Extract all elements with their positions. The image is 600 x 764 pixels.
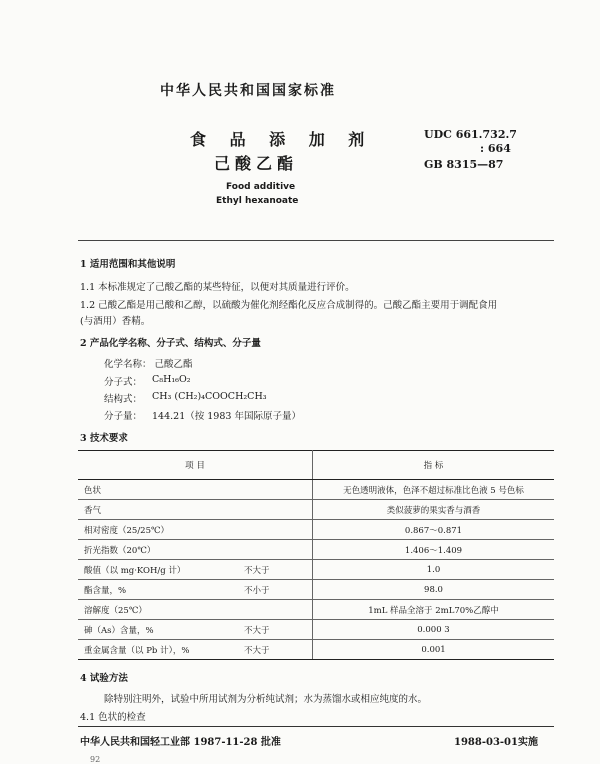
- table-row: [78, 640, 554, 660]
- row-spec: 98.0: [313, 580, 555, 600]
- row-item: 溶解度（25℃）: [78, 600, 238, 620]
- table-row: [78, 540, 554, 560]
- row-cond: [238, 600, 313, 620]
- section-4-text: 除特别注明外，试验中所用试剂为分析纯试剂；水为蒸馏水或相应纯度的水。: [104, 694, 428, 705]
- issuing-authority: 中华人民共和国国家标准: [160, 83, 336, 99]
- udc-code: UDC 661.732.7: [424, 128, 517, 141]
- table-row: [78, 560, 554, 580]
- page-number: 92: [90, 755, 101, 764]
- table-row: [78, 600, 554, 620]
- row-cond: 不小于: [238, 580, 313, 600]
- header-rule: [78, 240, 554, 241]
- col-spec-header: 指 标: [313, 451, 555, 480]
- row-item: 酸值（以 mg·KOH/g 计）: [78, 560, 238, 580]
- row-item: 色状: [78, 480, 238, 500]
- title-name-cn: 己酸乙酯: [214, 154, 299, 173]
- row-spec: 0.000 3: [313, 620, 555, 640]
- approval-line: 中华人民共和国轻工业部 1987-11-28 批准: [80, 737, 281, 748]
- table-row: [78, 500, 554, 520]
- section-2-heading: 2 产品化学名称、分子式、结构式、分子量: [80, 338, 261, 349]
- row-cond: 不大于: [238, 560, 313, 580]
- table-row: [78, 580, 554, 600]
- row-cond: [238, 500, 313, 520]
- effective-date: 1988-03-01实施: [454, 737, 538, 748]
- row-item: 砷（As）含量，%: [78, 620, 238, 640]
- structure-label: 结构式：: [104, 394, 143, 405]
- footer-rule: [78, 726, 554, 727]
- row-cond: 不大于: [238, 620, 313, 640]
- title-en-line1: Food additive: [226, 182, 296, 192]
- table-row: [78, 620, 554, 640]
- section-4-heading: 4 试验方法: [80, 673, 128, 684]
- formula-value: C₈H₁₆O₂: [152, 374, 191, 385]
- row-spec: 类似菠萝的果实香与酒香: [313, 500, 555, 520]
- section-1-heading: 1 适用范围和其他说明: [80, 259, 176, 270]
- clause-1-1: 1.1 本标准规定了己酸乙酯的某些特征，以便对其质量进行评价。: [80, 282, 355, 293]
- col-item-header: 项 目: [78, 451, 313, 480]
- gb-code: GB 8315—87: [424, 158, 504, 171]
- row-cond: [238, 540, 313, 560]
- row-spec: 1.0: [313, 560, 555, 580]
- mw-label: 分子量：: [104, 411, 143, 422]
- row-spec: 0.867～0.871: [313, 520, 555, 540]
- clause-1-2: 1.2 己酸乙酯是用己酸和乙醇，以硫酸为催化剂经酯化反应合成制得的。己酸乙酯主要用于调配食用: [80, 300, 498, 311]
- section-3-heading: 3 技术要求: [80, 433, 128, 444]
- row-cond: [238, 480, 313, 500]
- table-row: [78, 480, 554, 500]
- row-item: 折光指数（20℃）: [78, 540, 238, 560]
- row-spec: 1mL 样品全溶于 2mL70%乙醇中: [313, 600, 555, 620]
- clause-1-2-cont: (与酒用）香精。: [80, 316, 151, 327]
- table-header-row: [78, 451, 554, 480]
- clause-4-1: 4.1 色状的检查: [80, 712, 146, 723]
- udc-code-cont: : 664: [480, 142, 511, 155]
- row-cond: 不大于: [238, 640, 313, 660]
- title-en-line2: Ethyl hexanoate: [216, 196, 299, 206]
- spec-table: [78, 450, 554, 660]
- row-item: 香气: [78, 500, 238, 520]
- chemical-name: 化学名称： 己酸乙酯: [104, 359, 193, 370]
- row-item: 重金属含量（以 Pb 计），%: [78, 640, 238, 660]
- row-spec: 1.406～1.409: [313, 540, 555, 560]
- structure-value: CH₃ (CH₂)₄COOCH₂CH₃: [152, 391, 267, 402]
- title-category: 食 品 添 加 剂: [190, 130, 374, 149]
- row-item: 酯含量，%: [78, 580, 238, 600]
- row-cond: [238, 520, 313, 540]
- row-item: 相对密度（25/25℃）: [78, 520, 238, 540]
- row-spec: 无色透明液体，色泽不超过标准比色液 5 号色标: [313, 480, 555, 500]
- formula-label: 分子式：: [104, 377, 143, 388]
- row-spec: 0.001: [313, 640, 555, 660]
- mw-value: 144.21（按 1983 年国际原子量）: [152, 411, 301, 422]
- table-row: [78, 520, 554, 540]
